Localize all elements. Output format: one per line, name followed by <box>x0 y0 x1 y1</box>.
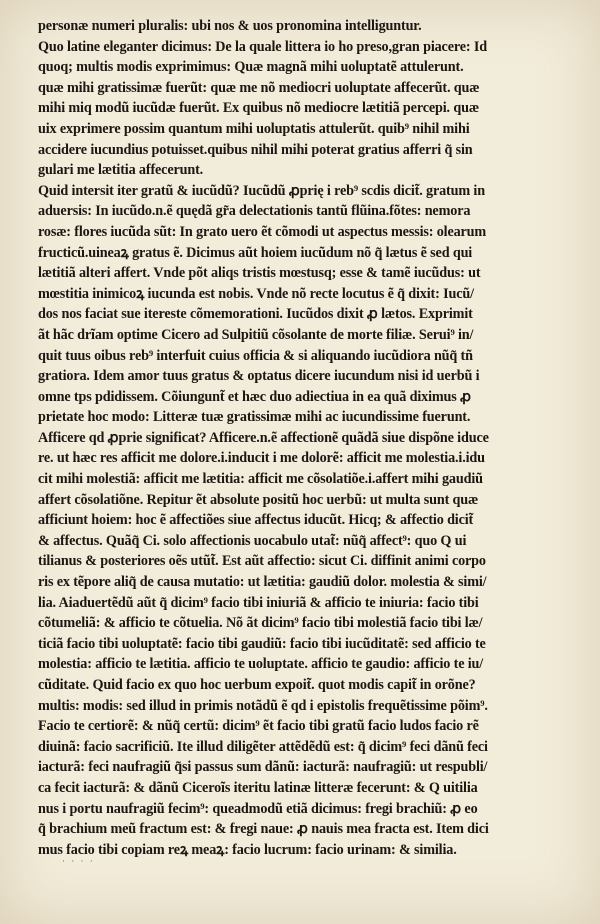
text-line: afficiunt hoiem: hoc ẽ affectiões siue affectus iducũt. Hicq; & affectio dicit̃ <box>38 512 474 529</box>
text-line: multis: modis: sed illud in primis notãdũ ẽ qd i epistolis frequẽtissime põim⁹. <box>38 697 488 714</box>
text-line: mus facio tibi copiam reꝝ meaꝝ: facio lucrum: facio urinam: & similia. <box>38 841 457 858</box>
text-line: quoq; multis modis exprimimus: Quæ magnã mihi uoluptatẽ attulerunt. <box>38 59 464 76</box>
text-line: uix exprimere possim quantum mihi uoluptatis attulerũt. quib⁹ nihil mihi <box>38 120 470 137</box>
text-line: mœstitia inimicoꝝ iucunda est nobis. Vnde nõ recte locutus ẽ q̃ dixit: Iucũ/ <box>38 285 474 302</box>
text-line: Quid intersit iter gratũ & iucũdũ? Iucũdũ ꝓprię i reb⁹ scdis dicit̃. gratum in <box>38 182 485 199</box>
text-line: tilianus & posteriores oẽs utũt̃. Est aũt affectio: sicut Ci. diffinit animi corpo <box>38 553 486 570</box>
text-line: Quo latine eleganter dicimus: De la quale littera io ho preso,gran piacere: Id <box>38 38 487 55</box>
text-line: Facio te certiorẽ: & nũq̃ certũ: dicim⁹ ẽt facio tibi gratũ facio ludos facio rẽ <box>38 718 479 735</box>
text-line: lia. Aiaduertẽdũ aũt q̃ dicim⁹ facio tibi iniuriã & afficio te iniuria: facio tibi <box>38 594 479 611</box>
text-line: ãt hãc drĩam optime Cicero ad Sulpitiũ cõsolante de morte filiæ. Serui⁹ in/ <box>38 326 474 343</box>
text-line: accidere iucundius potuisset.quibus nihil mihi poterat gratius afferri q̃ sin <box>38 141 473 158</box>
text-line: omne tps pdidissem. Cõiungunt̃ et hæc duo adiectiua in ea quã diximus ꝓ <box>38 388 471 405</box>
text-block <box>38 16 568 860</box>
text-line: personæ numeri pluralis: ubi nos & uos pronomina intelliguntur. <box>38 18 422 34</box>
text-line: cũditate. Quid facio ex quo hoc uerbum expoit̃. quot modis capit̃ in orõne? <box>38 677 476 693</box>
text-line: & affectus. Quãq̃ Ci. solo affectionis uocabulo utat̃: nũq̃ affect⁹: quo Q ui <box>38 532 467 549</box>
text-line: mihi miq modũ iucũdæ fuerũt. Ex quibus nõ mediocre lætitiã percepi. quæ <box>38 100 479 117</box>
text-line: lætitiã alteri affert. Vnde põt aliqs tristis mœstusq; esse & tamẽ iucũdus: ut <box>38 265 481 282</box>
text-line: cõtumeliã: & afficio te cõtuelia. Nõ ãt dicim⁹ facio tibi molestiã facio tibi læ/ <box>38 615 483 632</box>
text-line: prietate hoc modo: Litteræ tuæ gratissimæ mihi ac iucundissime fuerunt. <box>38 409 471 426</box>
text-line: dos nos faciat sue itereste cõmemorationi. Iucũdos dixit ꝓ lætos. Exprimit <box>38 306 473 323</box>
text-line: diuinã: facio sacrificiũ. Ite illud diligẽter attẽdẽdũ est: q̃ dicim⁹ feci dãnũ feci <box>38 738 488 755</box>
text-line: ticiã facio tibi uoluptatẽ: facio tibi gaudiũ: facio tibi iucũditatẽ: sed afficio te <box>38 635 486 652</box>
text-line: fructicũ.uineaꝝ gratus ẽ. Dicimus aũt hoiem iucũdum nõ q̃ lætus ẽ sed qui <box>38 244 473 261</box>
text-line: quit tuus oibus reb⁹ interfuit cuius officia & si aliquando iucũdiora nũq̃ tñ <box>38 347 473 364</box>
text-line: affert cõsolatiõne. Repitur ẽt absolute positũ hoc uerbũ: ut multa sunt quæ <box>38 491 479 508</box>
text-line: q̃ brachium meũ fractum est: & fregi naue: ꝓ nauis mea fracta est. Item dici <box>38 821 489 838</box>
text-line: cit mihi molestiã: afficit me lætitia: afficit me cõsolatiõe.i.affert mihi gaudiũ <box>38 471 483 488</box>
text-line: ris ex tẽpore aliq̃ de causa mutatio: ut lætitia: gaudiũ dolor. molestia & simi/ <box>38 574 487 591</box>
text-line: gulari me lætitia affecerunt. <box>38 162 204 179</box>
text-line: nus i portu naufragiũ fecim⁹: queadmodũ etiã dicimus: fregi brachiũ: ꝓ eo <box>38 800 478 817</box>
text-line: Afficere qd ꝓprie significat? Afficere.n.ẽ affectionẽ quãdã siue dispõne iduce <box>38 429 489 446</box>
text-line: ca fecit iacturã: & dãnũ Ciceroĩs iteritu latinæ litteræ fecerunt: & Q uitilia <box>38 779 478 796</box>
printer-marks: · · · · <box>62 856 95 866</box>
text-line: aduersis: In iucũdo.n.ẽ quędã gr̃a delectationis tantũ flũina.fõtes: nemora <box>38 203 471 220</box>
text-line: iacturã: feci naufragiũ q̃si passus sum dãnũ: iacturã: naufragiũ: ut respubli/ <box>38 759 488 776</box>
text-line: re. ut hæc res afficit me dolore.i.inducit i me dolorẽ: afficit me molestia.i.idu <box>38 450 485 467</box>
text-line: rosæ: flores iucũda sũt: In grato uero ẽt cõmodi ut aspectus messis: olearum <box>38 223 487 240</box>
text-line: gratiora. Idem amor tuus gratus & optatus dicere iucundum nisi id uerbũ i <box>38 368 480 385</box>
text-line: quæ mihi gratissimæ fuerũt: quæ me nõ mediocri uoluptate affecerũt. quæ <box>38 79 480 96</box>
text-line: molestia: afficio te lætitia. afficio te uoluptate. afficio te gaudio: afficio te iu/ <box>38 656 484 673</box>
